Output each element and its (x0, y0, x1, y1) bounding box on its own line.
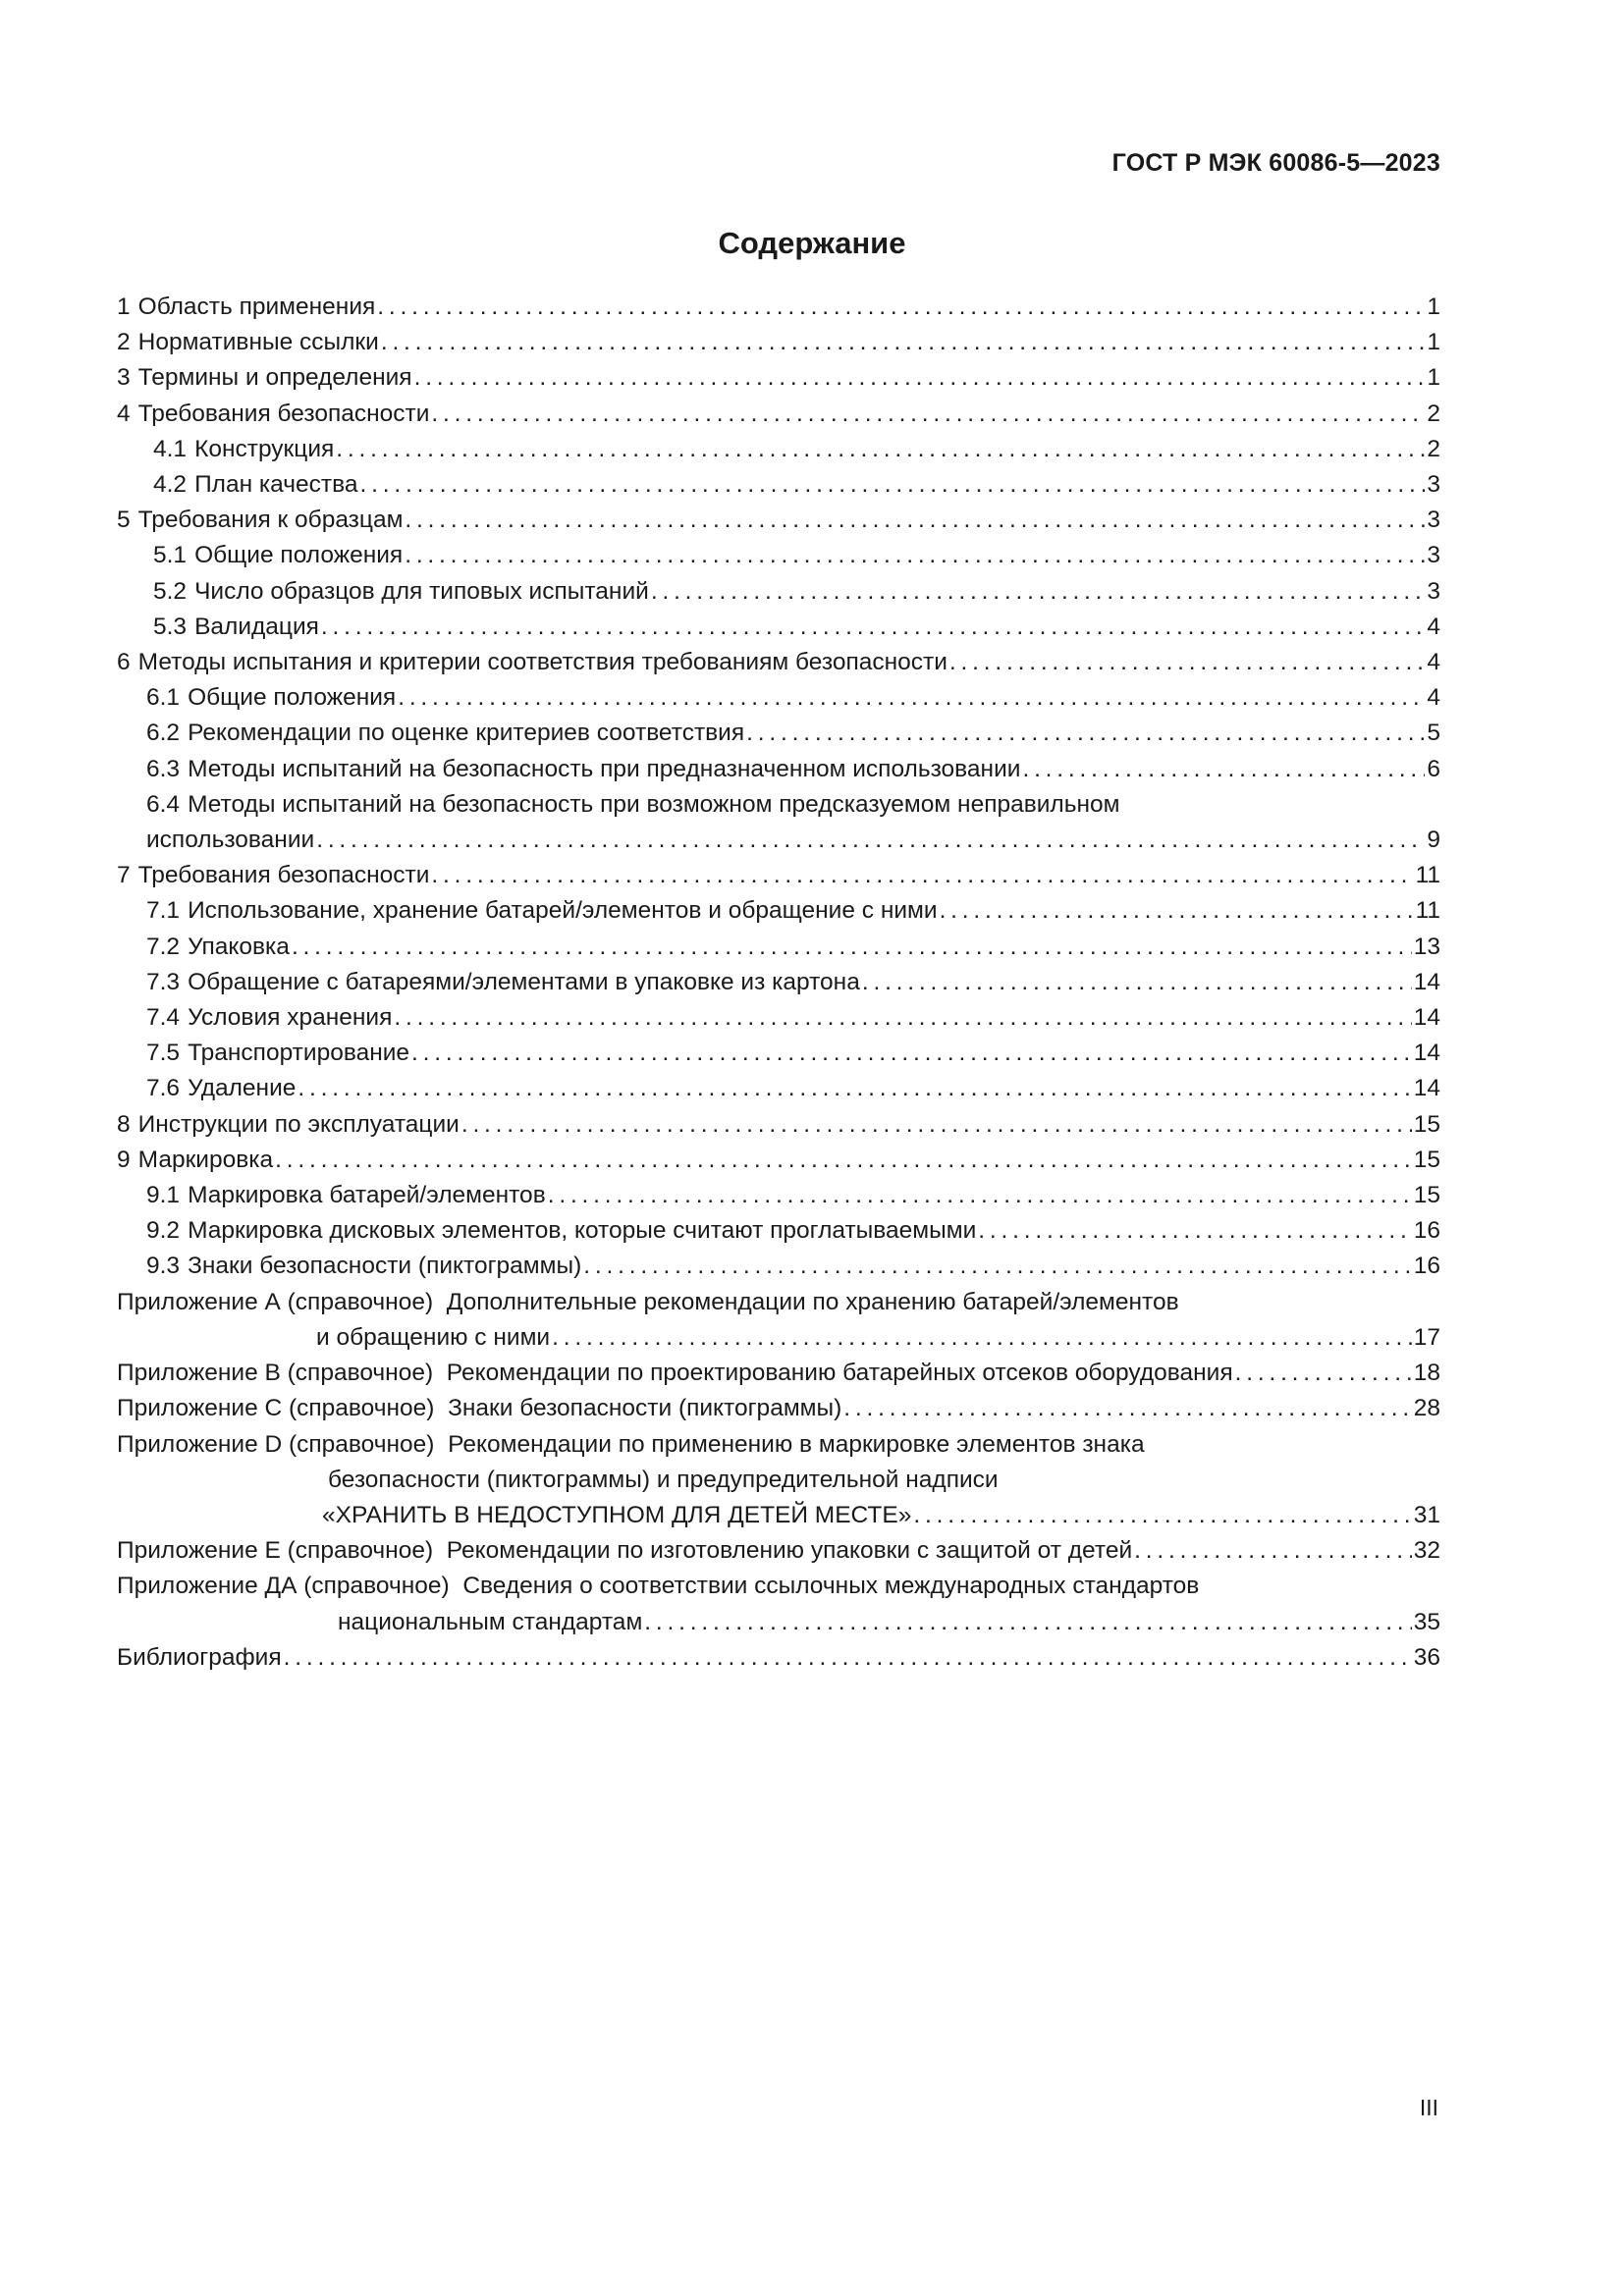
toc-entry-number: 4 (117, 400, 131, 427)
document-standard-code: ГОСТ Р МЭК 60086-5—2023 (1111, 149, 1440, 177)
toc-bibliography[interactable] (117, 1640, 1440, 1676)
toc-entry-number: 9.3 (146, 1253, 181, 1280)
toc-entry[interactable] (117, 1107, 1440, 1143)
toc-entry-title: Условия хранения (188, 1004, 393, 1032)
toc-entry-title: Нормативные ссылки (137, 329, 379, 356)
toc-entry-number: 7.1 (146, 897, 181, 925)
toc-entry-title: Маркировка дисковых элементов, которые считают проглатываемыми (188, 1217, 977, 1245)
toc-entry-number: 6.4 (146, 790, 181, 818)
toc-entry-page: 14 (1413, 968, 1440, 995)
toc-entry-title: Валидация (194, 613, 319, 640)
toc-entry-page: 28 (1413, 1395, 1440, 1422)
toc-entry-page: 16 (1413, 1217, 1440, 1245)
toc-entry-title: Рекомендации по оценке критериев соответствия (188, 720, 745, 747)
toc-subentry[interactable] (117, 432, 1440, 467)
toc-subentry[interactable] (117, 467, 1440, 503)
toc-entry-number: 1 (117, 294, 131, 320)
page-title: Содержание (718, 226, 906, 260)
toc-entry-number: 7.5 (146, 1040, 181, 1067)
toc-entry-number: 3 (117, 364, 131, 392)
toc-entry-title: Термины и определения (137, 364, 412, 392)
toc-entry[interactable] (117, 360, 1440, 396)
toc-entry-number: 6.1 (146, 684, 181, 712)
toc-entry-page: 1 (1427, 364, 1440, 392)
toc-subentry[interactable] (117, 1071, 1440, 1106)
toc-entry-title: Удаление (188, 1075, 297, 1102)
toc-entry-title: Обращение с батареями/элементами в упаковке из картона (188, 968, 860, 995)
toc-entry-page: 36 (1413, 1643, 1440, 1671)
appendix-label: Приложение В (справочное) (117, 1360, 434, 1387)
toc-entry-page: 14 (1413, 1075, 1440, 1102)
toc-entry-title: Методы испытаний на безопасность при предназначенном использовании (188, 755, 1021, 782)
toc-entry[interactable] (117, 325, 1440, 360)
toc-entry-title: Требования к образцам (137, 507, 404, 534)
toc-entry-title: Общие положения (188, 684, 397, 712)
toc-entry-page: 4 (1427, 649, 1440, 676)
toc-entry-number: 6.2 (146, 720, 181, 747)
toc-entry-number: 5.3 (153, 613, 188, 640)
toc-entry-page: 5 (1427, 720, 1440, 747)
bibliography-title: Библиография (117, 1643, 282, 1671)
toc-subentry[interactable] (117, 574, 1440, 610)
toc-subentry[interactable] (117, 930, 1440, 965)
toc-entry-number: 7.2 (146, 933, 181, 960)
toc-entry-page: 35 (1413, 1608, 1440, 1635)
toc-entry-number: 7.4 (146, 1004, 181, 1032)
toc-subentry[interactable] (117, 680, 1440, 716)
toc-entry-page: 13 (1413, 933, 1440, 960)
toc-entry-page: 1 (1427, 329, 1440, 356)
appendix-title: Рекомендации по проектированию батарейных отсеков оборудования (446, 1360, 1233, 1387)
toc-entry-number: 9.2 (146, 1217, 181, 1245)
toc-subentry[interactable] (117, 1000, 1440, 1036)
toc-entry-page: 16 (1413, 1253, 1440, 1280)
toc-entry-title: Методы испытания и критерии соответствия требованиям безопасности (137, 649, 947, 676)
toc-entry-page: 3 (1427, 471, 1440, 499)
toc-entry-page: 6 (1427, 755, 1440, 782)
toc-entry-page: 14 (1413, 1004, 1440, 1032)
page-number: III (1419, 2095, 1438, 2120)
toc-appendix[interactable] (117, 1391, 1440, 1426)
appendix-title-continued: безопасности (пиктограммы) и предупредительной надписи (328, 1466, 999, 1493)
toc-subentry[interactable] (117, 716, 1440, 751)
toc-subentry[interactable] (117, 538, 1440, 573)
toc-entry-title: Требования безопасности (137, 400, 430, 427)
toc-subentry[interactable] (117, 893, 1440, 929)
toc-entry-title: Область применения (137, 294, 376, 320)
toc-entry[interactable] (117, 290, 1440, 325)
appendix-title: Рекомендации по изготовлению упаковки с защитой от детей (446, 1537, 1133, 1565)
toc-entry-page: 2 (1427, 435, 1440, 462)
toc-subentry[interactable] (117, 1178, 1440, 1213)
toc-entry-page: 1 (1427, 294, 1440, 320)
toc-entry-title: Требования безопасности (137, 862, 430, 889)
toc-entry-page: 15 (1413, 1182, 1440, 1209)
toc-appendix[interactable] (117, 1427, 1440, 1534)
toc-entry-page: 4 (1427, 613, 1440, 640)
toc-entry-number: 9.1 (146, 1182, 181, 1209)
toc-entry-title-continued: использовании (146, 827, 315, 854)
toc-entry-page: 2 (1427, 400, 1440, 427)
toc-entry-number: 4.1 (153, 435, 188, 462)
toc-entry-number: 6 (117, 649, 131, 676)
toc-entry-title: Методы испытаний на безопасность при возможном предсказуемом неправильном (188, 790, 1120, 818)
toc-entry[interactable] (117, 397, 1440, 432)
toc-appendix[interactable] (117, 1356, 1440, 1391)
toc-entry[interactable] (117, 503, 1440, 538)
toc-entry-page: 4 (1427, 684, 1440, 712)
toc-entry-title: Общие положения (194, 542, 404, 569)
toc-entry-title: Маркировка (137, 1146, 274, 1173)
appendix-title: Сведения о соответствии ссылочных международных стандартов (462, 1573, 1200, 1600)
toc-entry[interactable] (117, 1143, 1440, 1178)
toc-entry-number: 7.6 (146, 1075, 181, 1102)
appendix-title-continued: «ХРАНИТЬ В НЕДОСТУПНОМ ДЛЯ ДЕТЕЙ МЕСТЕ» (322, 1501, 912, 1528)
toc-entry-number: 8 (117, 1110, 131, 1138)
toc-entry-page: 17 (1413, 1323, 1440, 1351)
appendix-label: Приложение С (справочное) (117, 1395, 435, 1422)
toc-entry-number: 6.3 (146, 755, 181, 782)
toc-appendix[interactable] (117, 1533, 1440, 1569)
toc-entry-title: Упаковка (188, 933, 290, 960)
toc-entry-page: 32 (1413, 1537, 1440, 1565)
toc-entry[interactable] (117, 858, 1440, 893)
toc-entry-title: Использование, хранение батарей/элементов и обращение с ними (188, 897, 938, 925)
appendix-label: Приложение D (справочное) (117, 1430, 435, 1458)
toc-entry-title: Конструкция (194, 435, 335, 462)
appendix-label: Приложение Е (справочное) (117, 1537, 434, 1565)
toc-entry-number: 7.3 (146, 968, 181, 995)
appendix-title-continued: национальным стандартам (338, 1608, 643, 1635)
toc-entry-page: 11 (1415, 862, 1440, 889)
toc-appendix[interactable] (117, 1285, 1440, 1356)
toc-entry-page: 15 (1413, 1146, 1440, 1173)
toc-entry-title: План качества (194, 471, 358, 499)
toc-subentry[interactable] (117, 1249, 1440, 1284)
toc-entry[interactable] (117, 645, 1440, 680)
toc-subentry[interactable] (117, 610, 1440, 645)
toc-entry-number: 7 (117, 862, 131, 889)
appendix-title: Знаки безопасности (пиктограммы) (448, 1395, 842, 1422)
toc-subentry[interactable] (117, 1036, 1440, 1071)
toc-appendix[interactable] (117, 1569, 1440, 1639)
toc-subentry[interactable] (117, 965, 1440, 1000)
toc-entry-title: Число образцов для типовых испытаний (194, 577, 649, 605)
toc-subentry[interactable] (117, 1213, 1440, 1249)
toc-entry-page: 14 (1413, 1040, 1440, 1067)
toc-entry-page: 11 (1415, 897, 1440, 925)
appendix-label: Приложение ДА (справочное) (117, 1573, 450, 1600)
toc-entry-page: 3 (1427, 542, 1440, 569)
toc-subentry[interactable] (117, 787, 1440, 858)
appendix-title: Дополнительные рекомендации по хранению батарей/элементов (446, 1288, 1179, 1315)
toc-entry-title: Знаки безопасности (пиктограммы) (188, 1253, 582, 1280)
toc-entry-page: 9 (1427, 827, 1440, 854)
toc-entry-title: Инструкции по эксплуатации (137, 1110, 460, 1138)
toc-entry-page: 3 (1427, 507, 1440, 534)
toc-entry-title: Транспортирование (188, 1040, 410, 1067)
appendix-title: Рекомендации по применению в маркировке элементов знака (448, 1430, 1145, 1458)
toc-entry-page: 15 (1413, 1110, 1440, 1138)
toc-subentry[interactable] (117, 752, 1440, 787)
toc-entry-number: 4.2 (153, 471, 188, 499)
toc-entry-number: 2 (117, 329, 131, 356)
toc-entry-page: 3 (1427, 577, 1440, 605)
toc-entry-page: 18 (1413, 1360, 1440, 1387)
toc-entry-number: 5 (117, 507, 131, 534)
table-of-contents (117, 290, 1440, 1676)
toc-entry-number: 5.1 (153, 542, 188, 569)
toc-entry-number: 9 (117, 1146, 131, 1173)
appendix-label: Приложение А (справочное) (117, 1288, 434, 1315)
toc-entry-number: 5.2 (153, 577, 188, 605)
appendix-title-continued: и обращению с ними (316, 1323, 551, 1351)
toc-entry-page: 31 (1413, 1501, 1440, 1528)
toc-entry-title: Маркировка батарей/элементов (188, 1182, 546, 1209)
